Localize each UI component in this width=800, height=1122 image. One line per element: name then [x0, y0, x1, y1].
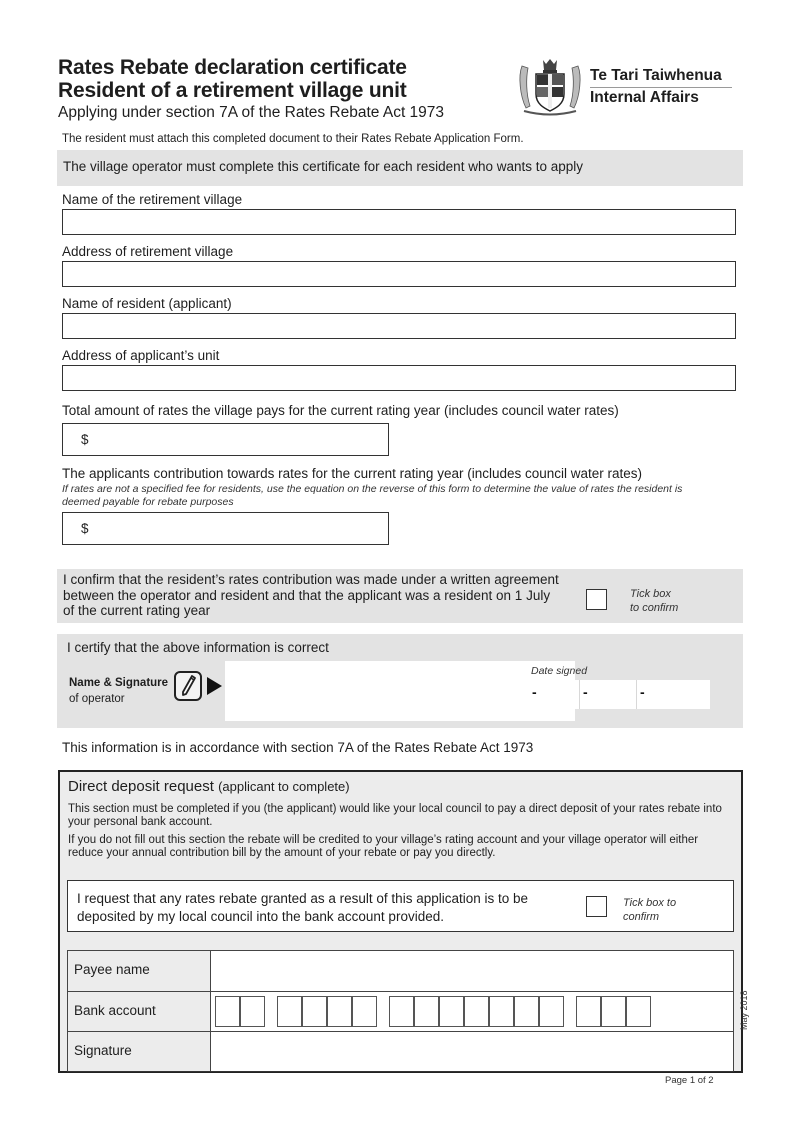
internal-affairs-logo	[516, 56, 736, 118]
date-divider	[579, 680, 580, 709]
bank-digit-box-group-1[interactable]	[215, 996, 240, 1027]
bank-digit-box-group-4[interactable]	[576, 996, 601, 1027]
direct-deposit-instruction-1: This section must be completed if you (the applicant) would like your local council to pay a direct deposit of your rates rebate into your personal bank account.	[68, 803, 722, 828]
contribution-input[interactable]	[62, 512, 389, 545]
village-name-label: Name of the retirement village	[62, 192, 243, 207]
direct-deposit-title-note: (applicant to complete)	[218, 779, 350, 794]
contribution-label: The applicants contribution towards rates for the current rating year (includes council water rates)	[62, 466, 643, 481]
certify-title: I certify that the above information is correct	[67, 640, 329, 655]
unit-address-input[interactable]	[62, 365, 736, 391]
form-subtitle-resident: Resident of a retirement village unit	[58, 79, 407, 102]
total-rates-input[interactable]	[62, 423, 389, 456]
bank-digit-box-group-3[interactable]	[414, 996, 439, 1027]
deposit-request-box	[67, 880, 734, 932]
bank-digit-box-group-2[interactable]	[277, 996, 302, 1027]
deposit-request-checkbox[interactable]	[586, 896, 607, 917]
operator-instruction-banner	[57, 150, 743, 186]
deposit-request-text: I request that any rates rebate granted as a result of this application is to be deposited by my local council into the bank account provided.	[77, 891, 529, 924]
confirm-tick-label: Tick box to confirm	[630, 588, 679, 614]
signature-sublabel: of operator	[69, 693, 125, 705]
payee-name-label: Payee name	[74, 962, 150, 977]
village-name-input[interactable]	[62, 209, 736, 235]
accordance-note: This information is in accordance with section 7A of the Rates Rebate Act 1973	[62, 740, 534, 755]
logo-maori-name: Te Tari Taiwhenua	[590, 67, 722, 84]
certify-panel	[57, 634, 743, 728]
bank-account-input	[211, 992, 733, 1031]
bank-account-label: Bank account	[74, 1003, 156, 1018]
unit-address-label: Address of applicant’s unit	[62, 348, 220, 363]
village-address-label: Address of retirement village	[62, 244, 234, 259]
direct-deposit-title: Direct deposit request (applicant to complete)	[68, 778, 350, 795]
bank-digit-box-group-4[interactable]	[601, 996, 626, 1027]
bank-details-table	[67, 950, 734, 1072]
arrow-right-icon	[207, 677, 222, 695]
bank-digit-box-group-1[interactable]	[240, 996, 265, 1027]
date-signed-input[interactable]	[528, 680, 710, 709]
deposit-tick-label: Tick box to confirm	[623, 897, 677, 923]
confirm-agreement-panel	[57, 569, 743, 623]
direct-deposit-instruction-2: If you do not fill out this section the rebate will be credited to your village’s rating account and your village operator will either reduce your annual contribution bill by the amount of your rebate or pay you directly.	[68, 834, 699, 859]
bank-digit-box-group-3[interactable]	[439, 996, 464, 1027]
form-act-reference: Applying under section 7A of the Rates Rebate Act 1973	[58, 104, 445, 121]
form-title: Rates Rebate declaration certificate	[58, 56, 407, 79]
contribution-hint: If rates are not a specified fee for residents, use the equation on the reverse of this form to determine the value of rates the resident is deemed payable for rebate purposes	[62, 483, 683, 508]
payee-name-input[interactable]	[211, 951, 733, 991]
confirm-agreement-text: I confirm that the resident’s rates contribution was made under a written agreement between the operator and resident and that the applicant was a resident on 1 July of the current rating year	[63, 572, 559, 618]
bank-digit-box-group-3[interactable]	[464, 996, 489, 1027]
dollar-prefix: $	[81, 521, 89, 536]
date-separator: -	[532, 684, 537, 700]
bank-digit-box-group-3[interactable]	[539, 996, 564, 1027]
date-divider	[636, 680, 637, 709]
nz-coat-of-arms-icon	[516, 56, 584, 118]
bank-digit-box-group-2[interactable]	[302, 996, 327, 1027]
resident-name-label: Name of resident (applicant)	[62, 296, 232, 311]
date-signed-label: Date signed	[531, 665, 588, 677]
operator-signature-input[interactable]	[225, 661, 575, 721]
page-number: Page 1 of 2	[665, 1075, 714, 1086]
bank-digit-box-group-2[interactable]	[327, 996, 352, 1027]
total-rates-label: Total amount of rates the village pays for the current rating year (includes council water rates)	[62, 403, 619, 418]
date-separator: -	[640, 684, 645, 700]
pen-icon	[174, 671, 202, 701]
applicant-signature-label: Signature	[74, 1043, 132, 1058]
operator-instruction-text: The village operator must complete this certificate for each resident who wants to apply	[63, 159, 584, 174]
bank-digit-box-group-3[interactable]	[489, 996, 514, 1027]
dollar-prefix: $	[81, 432, 89, 447]
applicant-signature-input[interactable]	[211, 1032, 733, 1071]
bank-digit-box-group-3[interactable]	[389, 996, 414, 1027]
confirm-agreement-checkbox[interactable]	[586, 589, 607, 610]
village-address-input[interactable]	[62, 261, 736, 287]
date-separator: -	[583, 684, 588, 700]
form-version: May 2018	[739, 990, 749, 1030]
bank-digit-box-group-2[interactable]	[352, 996, 377, 1027]
bank-digit-box-group-3[interactable]	[514, 996, 539, 1027]
logo-divider	[590, 87, 732, 88]
resident-name-input[interactable]	[62, 313, 736, 339]
logo-english-name: Internal Affairs	[590, 89, 699, 106]
bank-account-row	[68, 991, 733, 1031]
payee-name-row	[68, 951, 733, 991]
bank-digit-box-group-4[interactable]	[626, 996, 651, 1027]
direct-deposit-section	[58, 770, 743, 1073]
signature-row	[68, 1031, 733, 1071]
signature-label: Name & Signature	[69, 677, 169, 689]
attach-instruction: The resident must attach this completed document to their Rates Rebate Application Form.	[62, 133, 524, 145]
